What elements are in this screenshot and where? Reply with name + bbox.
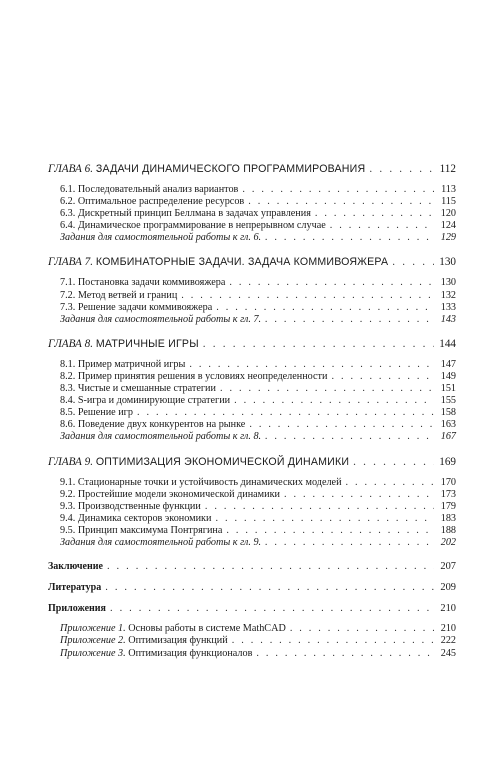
chapter-6-block xyxy=(48,163,456,244)
dot-leader xyxy=(346,477,434,489)
dot-leader xyxy=(249,419,434,431)
chapter-name: ЗАДАЧИ ДИНАМИЧЕСКОГО ПРОГРАММИРОВАНИЯ xyxy=(95,163,366,175)
appendix-label: Приложение 2. xyxy=(60,635,126,647)
section-title: 9.5. Принцип максимума Понтрягина xyxy=(60,524,223,536)
page-number: 202 xyxy=(440,536,456,548)
chapter-label: ГЛАВА 7. xyxy=(48,256,94,269)
toc-appendices[interactable] xyxy=(48,603,456,615)
page-number: 163 xyxy=(440,419,456,431)
dot-leader xyxy=(353,456,434,469)
exercises-title: Задания для самостоятельной работы к гл. 9. xyxy=(60,536,262,548)
dot-leader xyxy=(232,635,434,647)
toc-section[interactable] xyxy=(48,407,456,419)
section-title: 8.3. Чистые и смешанные стратегии xyxy=(60,383,216,395)
toc-section[interactable] xyxy=(48,383,456,395)
toc-section[interactable] xyxy=(48,395,456,407)
page-number: 120 xyxy=(440,208,456,220)
toc-exercises[interactable] xyxy=(48,314,456,326)
exercises-title: Задания для самостоятельной работы к гл. 8. xyxy=(60,431,262,443)
page-number: 151 xyxy=(440,383,456,395)
page-number: 149 xyxy=(440,370,456,382)
toc-exercises[interactable] xyxy=(48,431,456,443)
chapter-title xyxy=(48,256,388,269)
appendix-name: Оптимизация функционалов xyxy=(128,647,253,659)
section-title: 9.4. Динамика секторов экономики xyxy=(60,512,212,524)
page-number: 207 xyxy=(440,561,456,573)
toc-section[interactable] xyxy=(48,302,456,314)
section-title: 8.2. Пример принятия решения в условиях неопределенности xyxy=(60,370,328,382)
page-number: 210 xyxy=(440,623,456,635)
chapter-7-block xyxy=(48,256,456,325)
toc-exercises[interactable] xyxy=(48,232,456,244)
dot-leader xyxy=(256,648,434,660)
appendix-label: Приложение 1. xyxy=(60,623,126,635)
dot-leader xyxy=(331,371,434,383)
page-number: 209 xyxy=(440,582,456,594)
dot-leader xyxy=(284,489,434,501)
page-number: 112 xyxy=(439,163,456,175)
dot-leader xyxy=(265,431,434,443)
dot-leader xyxy=(205,501,434,513)
page-number: 158 xyxy=(440,407,456,419)
toc-appendix-item[interactable] xyxy=(48,623,456,635)
toc-section[interactable] xyxy=(48,489,456,501)
dot-leader xyxy=(107,561,434,573)
toc-section[interactable] xyxy=(48,477,456,489)
dot-leader xyxy=(220,383,434,395)
section-title: 6.1. Последовательный анализ вариантов xyxy=(60,184,239,195)
conclusion-title: Заключение xyxy=(48,561,103,573)
chapter-heading[interactable] xyxy=(48,256,456,269)
chapter-9-block xyxy=(48,456,456,550)
appendix-title xyxy=(60,623,286,635)
dot-leader xyxy=(229,277,434,289)
appendix-name: Оптимизация функций xyxy=(128,635,228,647)
toc-section[interactable] xyxy=(48,196,456,208)
toc-section[interactable] xyxy=(48,359,456,371)
chapter-heading[interactable] xyxy=(48,163,456,176)
toc-appendix-item[interactable] xyxy=(48,648,456,660)
chapter-label: ГЛАВА 9. xyxy=(48,455,94,468)
chapter-title xyxy=(48,163,365,176)
dot-leader xyxy=(290,623,434,635)
page-number: 179 xyxy=(440,500,456,512)
chapter-label: ГЛАВА 8. xyxy=(48,337,94,350)
exercises-title: Задания для самостоятельной работы к гл. 6. xyxy=(60,232,262,244)
dot-leader xyxy=(226,525,434,537)
exercises-title: Задания для самостоятельной работы к гл. 7. xyxy=(60,313,262,325)
toc-section[interactable] xyxy=(48,290,456,302)
toc-section[interactable] xyxy=(48,277,456,289)
literature-block xyxy=(48,582,456,594)
page-number: 173 xyxy=(440,488,456,500)
page-number: 129 xyxy=(440,232,456,244)
page-number: 170 xyxy=(440,476,456,488)
page-number: 130 xyxy=(439,256,456,269)
dot-leader xyxy=(265,537,434,549)
chapter-label: ГЛАВА 6. xyxy=(48,163,94,175)
dot-leader xyxy=(105,582,434,594)
chapter-title xyxy=(48,456,349,469)
dot-leader xyxy=(216,302,434,314)
page-number: 133 xyxy=(440,301,456,313)
chapter-heading[interactable] xyxy=(48,338,456,351)
appendices-block xyxy=(48,603,456,659)
section-title: 8.1. Пример матричной игры xyxy=(60,358,186,370)
dot-leader xyxy=(234,395,434,407)
conclusion-block xyxy=(48,561,456,573)
section-title: 9.3. Производственные функции xyxy=(60,500,201,512)
dot-leader xyxy=(242,184,434,196)
dot-leader xyxy=(137,407,434,419)
appendix-label: Приложение 3. xyxy=(60,647,126,659)
page-number: 167 xyxy=(440,431,456,443)
dot-leader xyxy=(189,359,434,371)
dot-leader xyxy=(392,256,434,269)
toc-conclusion[interactable] xyxy=(48,561,456,573)
toc-section[interactable] xyxy=(48,525,456,537)
section-title: 7.1. Постановка задачи коммивояжера xyxy=(60,277,226,289)
chapter-name: МАТРИЧНЫЕ ИГРЫ xyxy=(95,337,199,350)
section-title: 7.2. Метод ветвей и границ xyxy=(60,289,178,301)
page-number: 130 xyxy=(440,277,456,289)
dot-leader xyxy=(315,208,434,220)
toc-section[interactable] xyxy=(48,208,456,220)
dot-leader xyxy=(369,163,434,176)
page-number: 222 xyxy=(440,635,456,647)
section-title: 7.3. Решение задачи коммивояжера xyxy=(60,301,213,313)
section-title: 9.2. Простейшие модели экономической динамики xyxy=(60,488,280,500)
toc-appendix-item[interactable] xyxy=(48,635,456,647)
page-number: 143 xyxy=(440,313,456,325)
table-of-contents xyxy=(48,163,456,660)
toc-section[interactable] xyxy=(48,501,456,513)
toc-section[interactable] xyxy=(48,371,456,383)
page-number: 183 xyxy=(440,512,456,524)
page-number: 132 xyxy=(440,289,456,301)
chapter-title xyxy=(48,338,199,351)
section-title: 6.3. Дискретный принцип Беллмана в задачах управления xyxy=(60,208,311,220)
dot-leader xyxy=(265,232,434,244)
section-title: 6.4. Динамическое программирование в непрерывном случае xyxy=(60,220,326,232)
page-number: 188 xyxy=(440,524,456,536)
section-title: 8.4. S-игра и доминирующие стратегии xyxy=(60,395,231,407)
dot-leader xyxy=(265,314,434,326)
dot-leader xyxy=(110,603,434,615)
chapter-heading[interactable] xyxy=(48,456,456,469)
literature-title: Литература xyxy=(48,582,102,594)
page-number: 210 xyxy=(440,603,456,615)
dot-leader xyxy=(330,220,434,232)
chapter-name: ОПТИМИЗАЦИЯ ЭКОНОМИЧЕСКОЙ ДИНАМИКИ xyxy=(95,455,350,468)
chapter-8-block xyxy=(48,338,456,444)
section-title: 8.6. Поведение двух конкурентов на рынке xyxy=(60,419,246,431)
appendices-title: Приложения xyxy=(48,603,106,615)
dot-leader xyxy=(248,196,434,208)
toc-exercises[interactable] xyxy=(48,537,456,549)
section-title: 8.5. Решение игр xyxy=(60,407,133,419)
section-title: 6.2. Оптимальное распределение ресурсов xyxy=(60,196,245,208)
appendix-title xyxy=(60,648,252,660)
chapter-name: КОМБИНАТОРНЫЕ ЗАДАЧИ. ЗАДАЧА КОММИВОЯЖЕРА xyxy=(95,256,389,269)
page-number: 155 xyxy=(440,395,456,407)
page-number: 169 xyxy=(439,455,456,468)
toc-section[interactable] xyxy=(48,419,456,431)
page-number: 147 xyxy=(440,358,456,370)
toc-section[interactable] xyxy=(48,220,456,232)
page-number: 124 xyxy=(440,220,456,232)
section-title: 9.1. Стационарные точки и устойчивость динамических моделей xyxy=(60,476,342,488)
dot-leader xyxy=(181,290,434,302)
page-number: 144 xyxy=(439,337,456,350)
page-number: 113 xyxy=(441,184,456,195)
toc-section[interactable] xyxy=(48,513,456,525)
appendix-name: Основы работы в системе MathCAD xyxy=(128,623,286,635)
page-number: 245 xyxy=(440,647,456,659)
dot-leader xyxy=(203,338,434,351)
toc-literature[interactable] xyxy=(48,582,456,594)
page-number: 115 xyxy=(441,196,456,208)
dot-leader xyxy=(215,513,434,525)
toc-section[interactable] xyxy=(48,184,456,196)
appendix-title xyxy=(60,635,228,647)
